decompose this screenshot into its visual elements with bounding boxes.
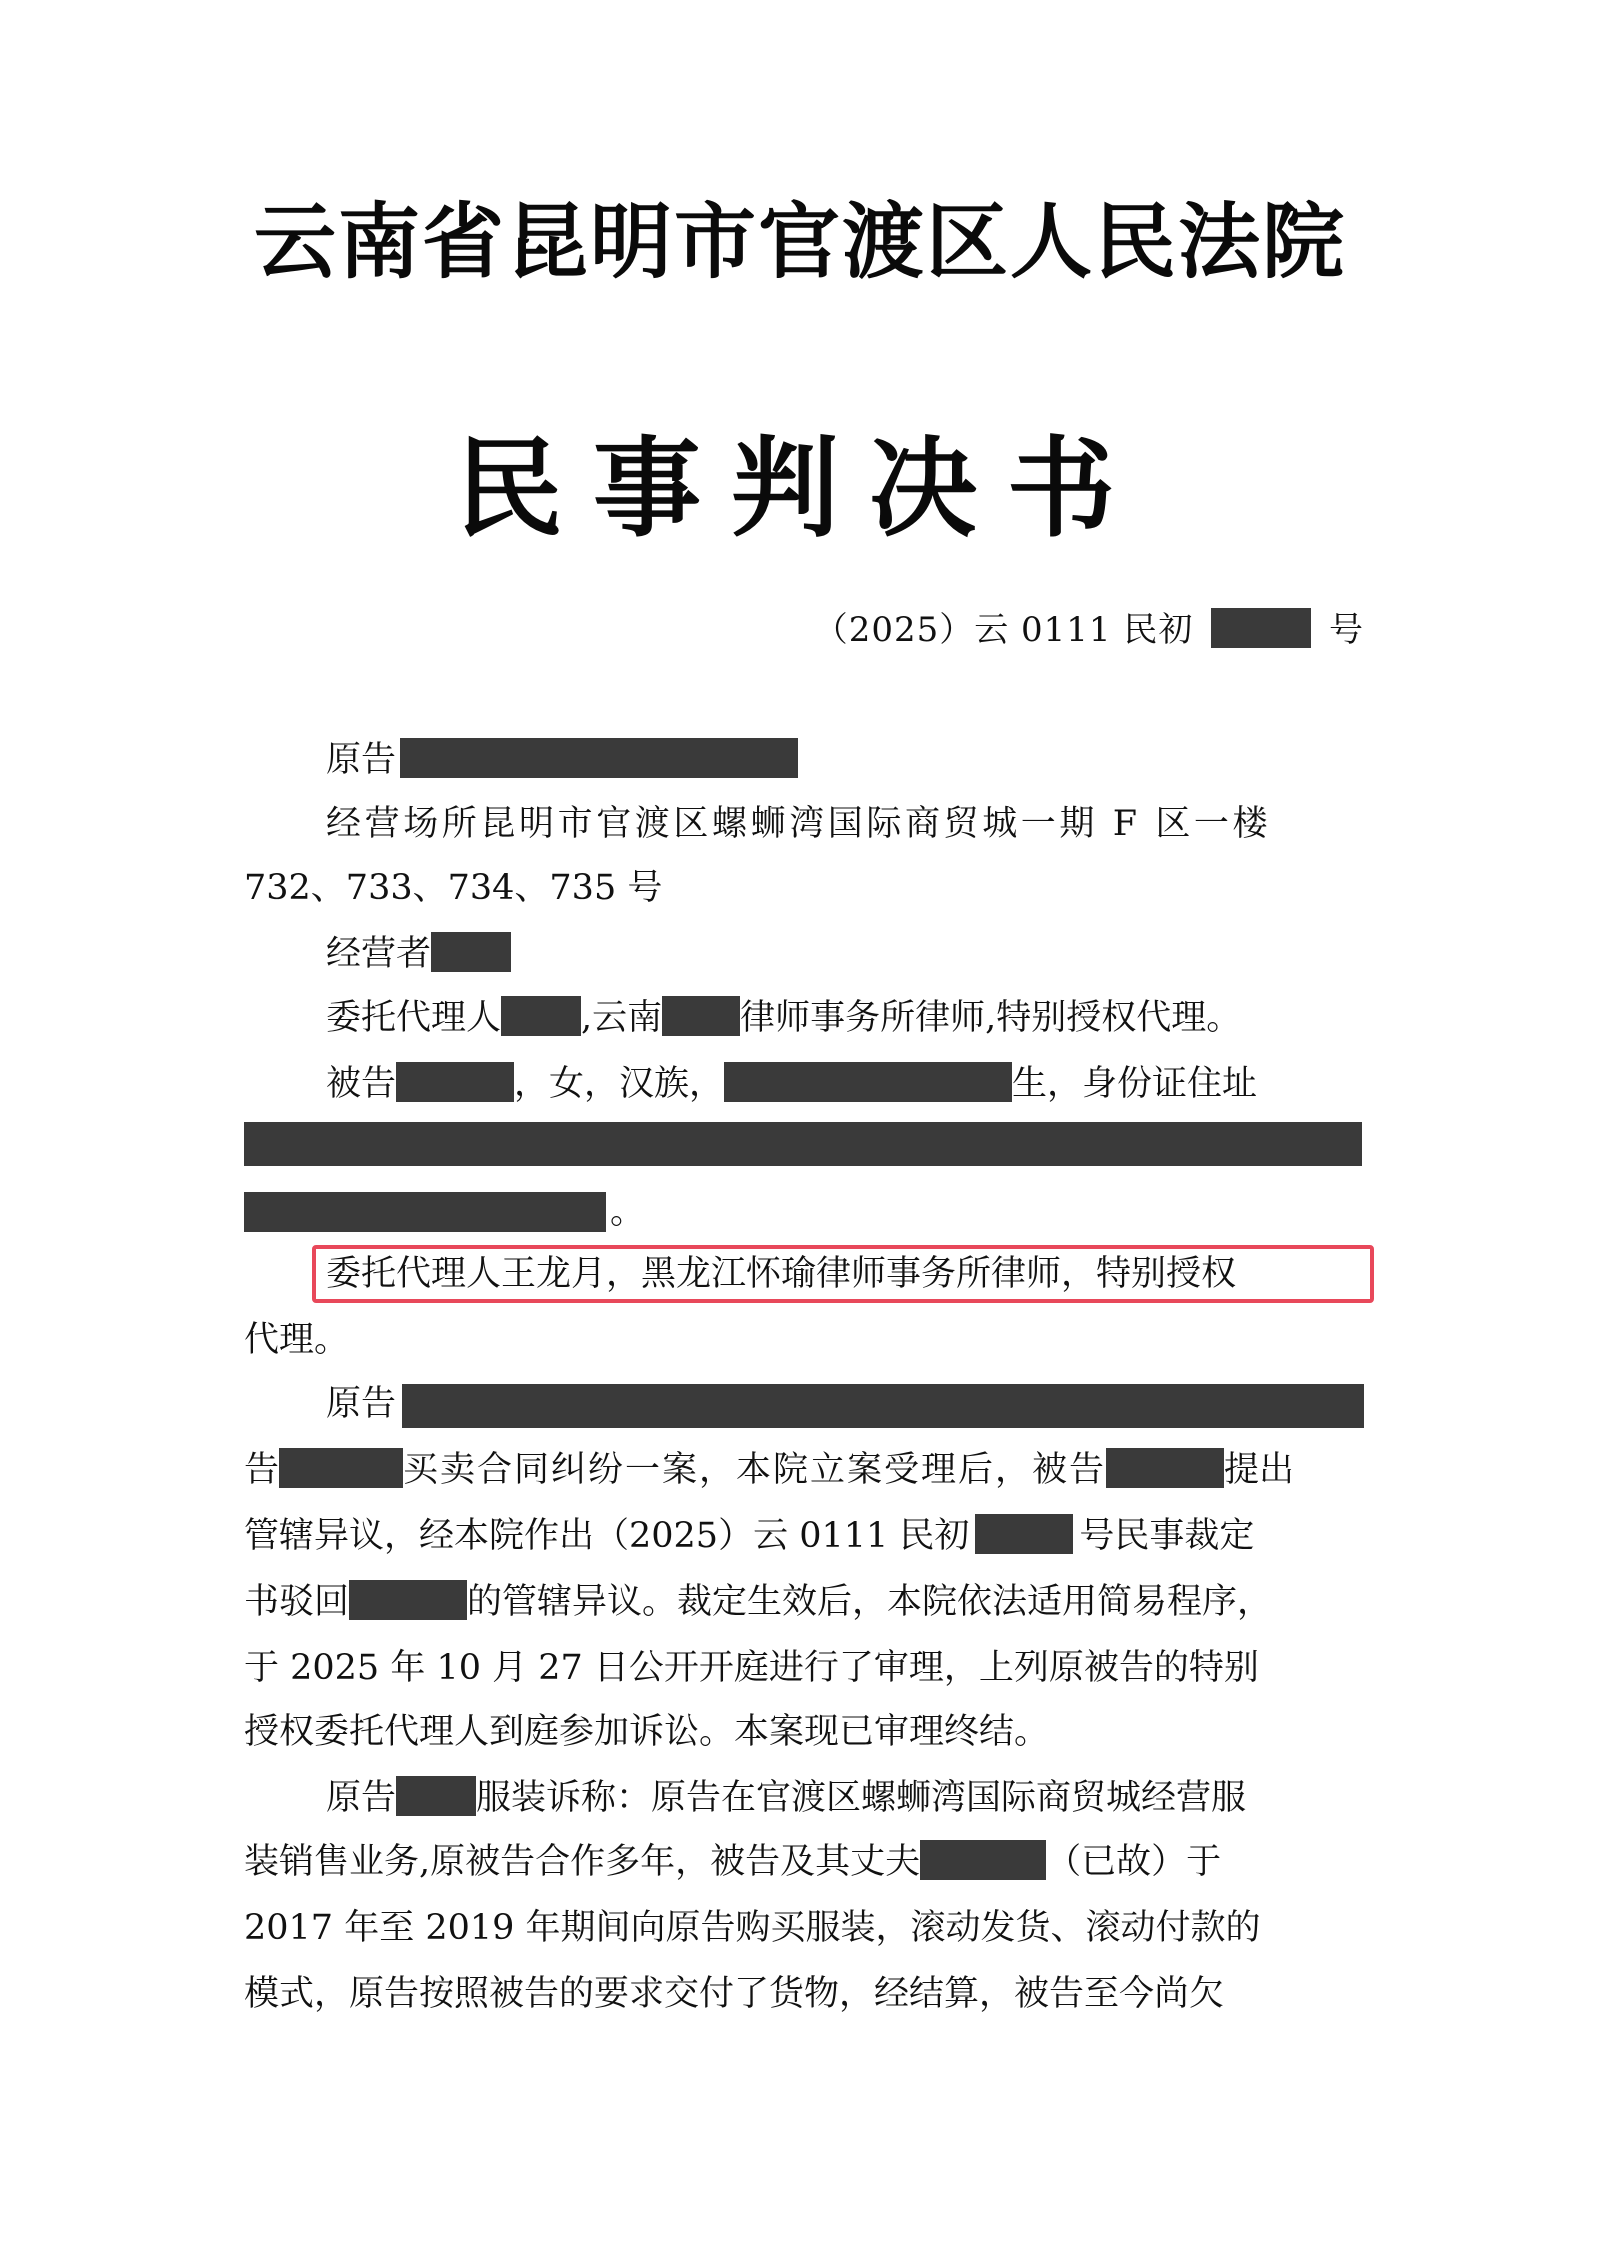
- procedure-line-5: 于 2025 年 10 月 27 日公开开庭进行了审理，上列原被告的特别: [244, 1648, 1259, 1688]
- text: 律师事务所律师,特别授权代理。: [740, 998, 1242, 1038]
- plaintiff-agent-line: [326, 986, 1241, 1050]
- redaction-block: [349, 1580, 467, 1620]
- text: 提出: [1224, 1450, 1295, 1490]
- operator-label: 经营者: [326, 934, 432, 974]
- defendant-agent-line: 委托代理人王龙月，黑龙江怀瑜律师事务所律师，特别授权: [326, 1254, 1237, 1294]
- case-number-suffix: 号: [1329, 610, 1364, 650]
- redaction-block: [1211, 608, 1311, 648]
- court-name: 云南省昆明市官渡区人民法院: [253, 195, 1346, 290]
- text: 买卖合同纠纷一案，本院立案受理后，被告: [403, 1450, 1107, 1490]
- case-number-prefix: （2025）云 0111 民初: [813, 610, 1194, 650]
- text: 生，身份证住址: [1012, 1064, 1258, 1104]
- redaction-block: [396, 1062, 514, 1102]
- text: 号民事裁定: [1079, 1516, 1255, 1556]
- business-place-cont: 732、733、734、735 号: [244, 868, 663, 908]
- claims-line-3: 2017 年至 2019 年期间向原告购买服装，滚动发货、滚动付款的: [244, 1908, 1261, 1948]
- address-period: 。: [610, 1192, 646, 1232]
- redaction-block: [431, 932, 511, 972]
- text: （已故）于: [1046, 1842, 1222, 1882]
- claims-line-4: 模式，原告按照被告的要求交付了货物，经结算，被告至今尚欠: [244, 1974, 1225, 2014]
- text: ，女，汉族，: [514, 1064, 725, 1104]
- redaction-block: [662, 996, 740, 1036]
- redaction-block: [279, 1448, 403, 1488]
- redaction-block: [244, 1122, 1362, 1166]
- defendant-agent-cont: 代理。: [244, 1320, 350, 1360]
- procedure-line-2: [244, 1438, 1294, 1502]
- redaction-block: [1106, 1448, 1224, 1488]
- redaction-block: [244, 1192, 606, 1232]
- text: ,云南: [581, 998, 663, 1038]
- plaintiff-line: [326, 728, 798, 792]
- text: 管辖异议，经本院作出（2025）云 0111 民初: [244, 1516, 970, 1556]
- business-place-line: 经营场所昆明市官渡区螺蛳湾国际商贸城一期 F 区一楼: [326, 804, 1272, 844]
- redaction-block: [400, 738, 798, 778]
- text: 原告: [326, 1778, 397, 1818]
- procedure-line-3: [244, 1504, 1254, 1568]
- redaction-block: [920, 1840, 1046, 1880]
- redaction-block: [724, 1062, 1012, 1102]
- redaction-block: [975, 1514, 1073, 1554]
- text: 书驳回: [244, 1582, 350, 1622]
- redaction-block: [396, 1776, 476, 1816]
- text: 委托代理人: [326, 998, 502, 1038]
- text: 装销售业务,原被告合作多年，被告及其丈夫: [244, 1842, 921, 1882]
- procedure-line-1: [326, 1372, 396, 1436]
- redaction-block: [501, 996, 581, 1036]
- text: 原告: [326, 1384, 397, 1424]
- text: 告: [244, 1450, 280, 1490]
- defendant-line: [326, 1052, 1257, 1116]
- claims-line-1: [326, 1766, 1246, 1830]
- plaintiff-label: 原告: [326, 740, 397, 780]
- text: 服装诉称：原告在官渡区螺蛳湾国际商贸城经营服: [476, 1778, 1247, 1818]
- procedure-line-6: 授权委托代理人到庭参加诉讼。本案现已审理终结。: [244, 1712, 1050, 1752]
- operator-line: [326, 922, 511, 986]
- claims-line-2: [244, 1830, 1221, 1894]
- redaction-block: [402, 1384, 1364, 1428]
- document-title: 民事判决书: [454, 427, 1145, 552]
- text: 被告: [326, 1064, 397, 1104]
- text: 的管辖异议。裁定生效后，本院依法适用简易程序，: [467, 1582, 1273, 1622]
- procedure-line-4: [244, 1570, 1272, 1634]
- case-number: [814, 598, 1364, 662]
